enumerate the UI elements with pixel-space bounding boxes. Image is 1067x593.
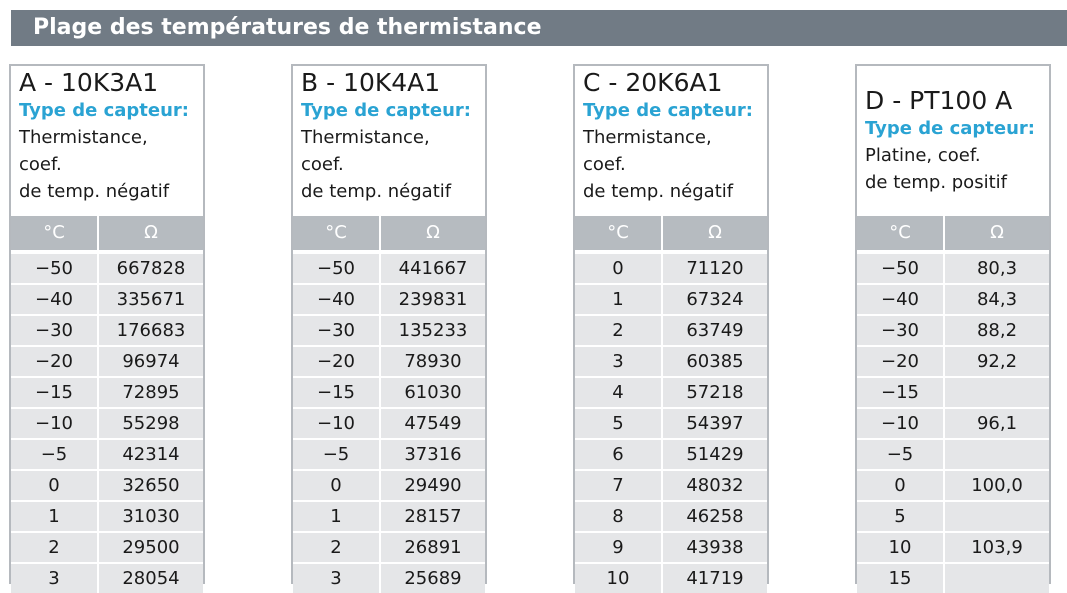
table-row (575, 254, 767, 283)
resistance-cell: 63749 (686, 320, 744, 341)
description-line: coef. (301, 154, 344, 175)
table-row (575, 564, 767, 593)
ohm-header: Ω (144, 222, 158, 243)
temperature-cell: 8 (575, 502, 663, 531)
description-line: de temp. négatif (19, 181, 170, 202)
resistance-cell: 32650 (122, 475, 180, 496)
description-line: Thermistance, (301, 127, 430, 148)
temperature-cell: 1 (575, 285, 663, 314)
temperature-cell: 15 (857, 564, 945, 593)
temperature-cell: −10 (11, 409, 99, 438)
table-row (11, 471, 203, 500)
temperature-cell: −10 (293, 409, 381, 438)
table-row (11, 254, 203, 283)
table-row (293, 533, 485, 562)
ohm-header: Ω (990, 222, 1004, 243)
table-row (857, 533, 1049, 562)
description-line: de temp. négatif (301, 181, 452, 202)
sensor-type-label: Type de capteur: (865, 118, 1035, 139)
temperature-cell: −5 (857, 440, 945, 469)
table-row (575, 378, 767, 407)
sensor-code: B - 10K4A1 (301, 68, 441, 97)
column-header (293, 216, 485, 250)
resistance-cell (945, 378, 1049, 407)
resistance-cell: 71120 (686, 258, 744, 279)
temperature-cell: 1 (293, 502, 381, 531)
sensor-code: D - PT100 A (865, 86, 1013, 115)
temperature-cell: −50 (293, 254, 381, 283)
table-body (293, 250, 485, 593)
table-row (11, 409, 203, 438)
resistance-cell: 80,3 (976, 258, 1018, 279)
resistance-cell: 28157 (404, 506, 462, 527)
table-row (11, 440, 203, 469)
table-row (293, 285, 485, 314)
sensor-code: C - 20K6A1 (583, 68, 723, 97)
resistance-cell: 42314 (122, 444, 180, 465)
table-row (293, 254, 485, 283)
table-row (293, 409, 485, 438)
resistance-cell: 176683 (116, 320, 186, 341)
resistance-cell: 31030 (122, 506, 180, 527)
table-row (575, 471, 767, 500)
temperature-cell: 0 (293, 471, 381, 500)
temperature-cell: −10 (857, 409, 945, 438)
temperature-cell: 0 (11, 471, 99, 500)
table-row (857, 254, 1049, 283)
temperature-cell: 4 (575, 378, 663, 407)
resistance-cell: 96974 (122, 351, 180, 372)
description-line: Platine, coef. (865, 145, 981, 166)
resistance-cell: 60385 (686, 351, 744, 372)
table-row (11, 285, 203, 314)
temperature-cell: 1 (11, 502, 99, 531)
ohm-header: Ω (426, 222, 440, 243)
resistance-cell: 29500 (122, 537, 180, 558)
temperature-cell: 2 (293, 533, 381, 562)
temperature-cell: 9 (575, 533, 663, 562)
column-header (857, 216, 1049, 250)
column-header (11, 216, 203, 250)
table-row (293, 316, 485, 345)
column-header (575, 216, 767, 250)
resistance-cell: 29490 (404, 475, 462, 496)
temperature-cell: −30 (293, 316, 381, 345)
sensor-header (575, 66, 767, 216)
table-body (575, 250, 767, 593)
table-row (293, 347, 485, 376)
resistance-cell: 72895 (122, 382, 180, 403)
table-row (293, 502, 485, 531)
resistance-cell (945, 440, 1049, 469)
resistance-cell: 667828 (116, 258, 186, 279)
table-row (11, 533, 203, 562)
resistance-cell: 25689 (404, 568, 462, 589)
temperature-cell: −20 (11, 347, 99, 376)
page-title: Plage des températures de thermistance (11, 10, 1067, 46)
sensor-panel (9, 64, 205, 589)
table-row (575, 285, 767, 314)
table-row (857, 285, 1049, 314)
resistance-cell: 37316 (404, 444, 462, 465)
temperature-cell: 3 (293, 564, 381, 593)
temperature-cell: 3 (575, 347, 663, 376)
resistance-cell: 441667 (398, 258, 468, 279)
table-row (575, 502, 767, 531)
description-line: coef. (583, 154, 626, 175)
temperature-cell: −15 (293, 378, 381, 407)
table-row (293, 378, 485, 407)
temperature-cell: 2 (11, 533, 99, 562)
resistance-cell (945, 564, 1049, 593)
sensor-panel (291, 64, 487, 589)
sensor-header (11, 66, 203, 216)
table-row (293, 440, 485, 469)
temperature-cell: 2 (575, 316, 663, 345)
table-row (293, 471, 485, 500)
resistance-cell: 41719 (686, 568, 744, 589)
resistance-cell: 67324 (686, 289, 744, 310)
table-row (857, 440, 1049, 469)
temperature-cell: 0 (575, 254, 663, 283)
sensor-description (301, 124, 477, 205)
table-body (857, 250, 1049, 593)
description-line: Thermistance, (583, 127, 712, 148)
temperature-cell: −30 (857, 316, 945, 345)
table-row (857, 502, 1049, 531)
description-line: de temp. négatif (583, 181, 734, 202)
table-row (575, 316, 767, 345)
table-row (857, 378, 1049, 407)
temperature-cell: 10 (575, 564, 663, 593)
table-row (575, 440, 767, 469)
ohm-header: Ω (708, 222, 722, 243)
sensor-type-label: Type de capteur: (301, 100, 471, 121)
resistance-cell: 135233 (398, 320, 468, 341)
temperature-cell: −50 (11, 254, 99, 283)
resistance-cell: 47549 (404, 413, 462, 434)
resistance-cell: 43938 (686, 537, 744, 558)
resistance-cell: 28054 (122, 568, 180, 589)
temperature-cell: 5 (575, 409, 663, 438)
table-row (11, 502, 203, 531)
table-row (11, 347, 203, 376)
temperature-cell: 0 (857, 471, 945, 500)
table-body (11, 250, 203, 593)
sensor-description (865, 142, 1041, 196)
temperature-cell: −50 (857, 254, 945, 283)
resistance-cell: 57218 (686, 382, 744, 403)
resistance-cell: 51429 (686, 444, 744, 465)
table-row (11, 564, 203, 593)
temperature-cell: 3 (11, 564, 99, 593)
sensor-description (583, 124, 759, 205)
table-row (575, 347, 767, 376)
celsius-header: °C (293, 216, 381, 250)
temperature-cell: 5 (857, 502, 945, 531)
resistance-cell: 55298 (122, 413, 180, 434)
resistance-cell: 61030 (404, 382, 462, 403)
table-row (11, 378, 203, 407)
resistance-cell: 46258 (686, 506, 744, 527)
resistance-cell: 96,1 (976, 413, 1018, 434)
resistance-cell: 335671 (116, 289, 186, 310)
resistance-cell: 26891 (404, 537, 462, 558)
temperature-cell: −20 (857, 347, 945, 376)
resistance-cell: 48032 (686, 475, 744, 496)
temperature-cell: −40 (11, 285, 99, 314)
sensor-header (293, 66, 485, 216)
sensor-type-label: Type de capteur: (19, 100, 189, 121)
table-row (857, 409, 1049, 438)
description-line: de temp. positif (865, 172, 1007, 193)
temperature-cell: −15 (11, 378, 99, 407)
celsius-header: °C (11, 216, 99, 250)
description-line: coef. (19, 154, 62, 175)
table-row (857, 564, 1049, 593)
table-row (575, 409, 767, 438)
table-row (857, 347, 1049, 376)
sensor-panel (573, 64, 769, 589)
celsius-header: °C (857, 216, 945, 250)
sensor-header (857, 66, 1049, 216)
sensor-description (19, 124, 195, 205)
sensor-type-label: Type de capteur: (583, 100, 753, 121)
sensor-code: A - 10K3A1 (19, 68, 159, 97)
table-row (293, 564, 485, 593)
temperature-cell: −5 (293, 440, 381, 469)
temperature-cell: −40 (857, 285, 945, 314)
resistance-cell (945, 502, 1049, 531)
resistance-cell: 88,2 (976, 320, 1018, 341)
resistance-cell: 92,2 (976, 351, 1018, 372)
temperature-cell: −40 (293, 285, 381, 314)
table-row (857, 316, 1049, 345)
resistance-cell: 84,3 (976, 289, 1018, 310)
temperature-cell: 7 (575, 471, 663, 500)
sensor-panel (855, 64, 1051, 589)
table-row (857, 471, 1049, 500)
table-row (575, 533, 767, 562)
temperature-cell: −15 (857, 378, 945, 407)
resistance-cell: 78930 (404, 351, 462, 372)
resistance-cell: 103,9 (971, 537, 1023, 558)
temperature-cell: 6 (575, 440, 663, 469)
table-row (11, 316, 203, 345)
resistance-cell: 100,0 (971, 475, 1023, 496)
description-line: Thermistance, (19, 127, 148, 148)
temperature-cell: −30 (11, 316, 99, 345)
temperature-cell: −20 (293, 347, 381, 376)
resistance-cell: 239831 (398, 289, 468, 310)
temperature-cell: −5 (11, 440, 99, 469)
celsius-header: °C (575, 216, 663, 250)
resistance-cell: 54397 (686, 413, 744, 434)
temperature-cell: 10 (857, 533, 945, 562)
